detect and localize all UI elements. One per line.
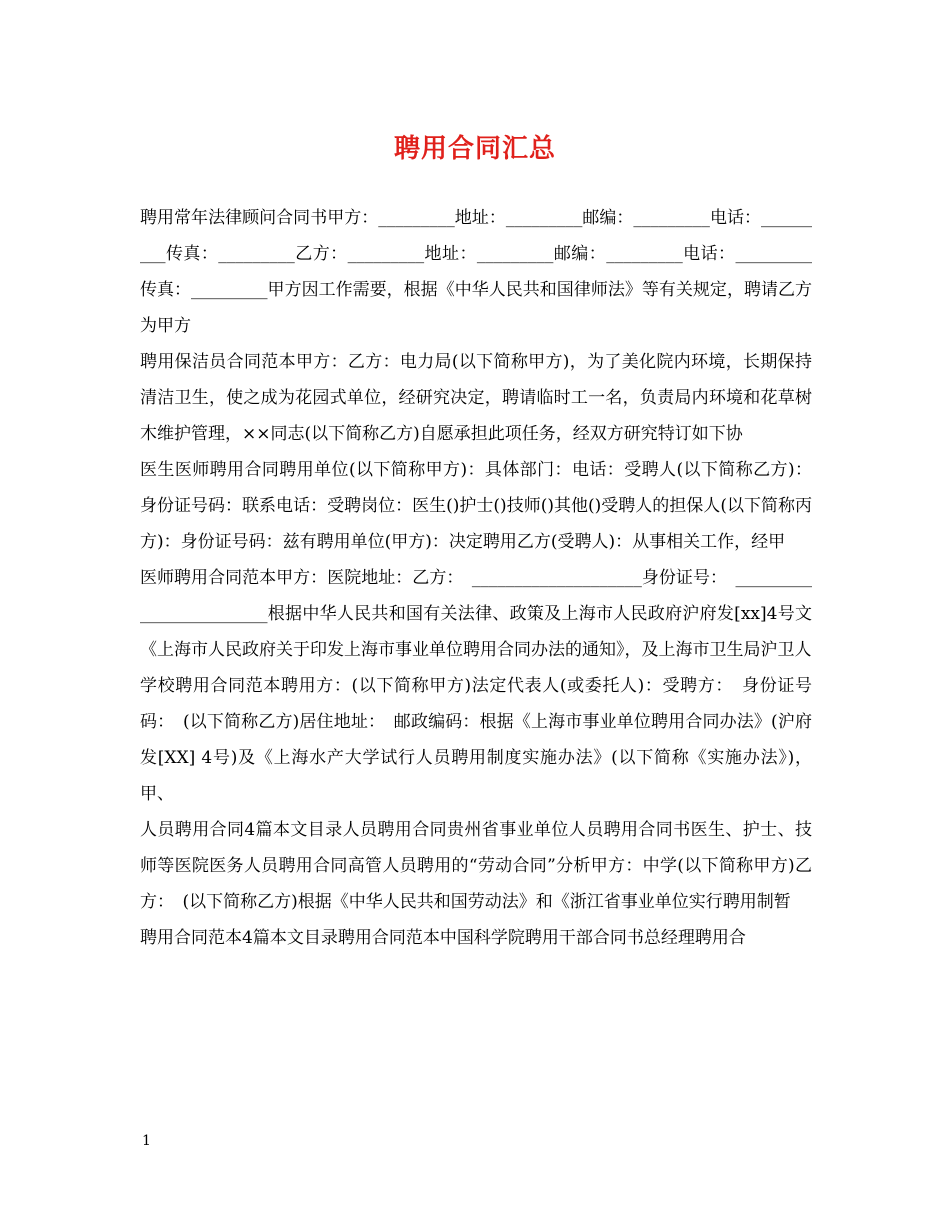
page-number: 1 — [142, 1133, 151, 1149]
paragraph-doctor: 医生医师聘用合同聘用单位(以下简称甲方)：具体部门：电话：受聘人(以下简称乙方)：身份证号码：联系电话：受聘岗位：医生()护士()技师()其他()受聘人的担保人(以下简称丙方)：身份证号码：兹有聘用单位(甲方)：决定聘用乙方(受聘人)：从事相关工作，经甲 — [140, 460, 812, 552]
paragraph-school: 学校聘用合同范本聘用方：(以下简称甲方)法定代表人(或委托人)：受聘方： 身份证号码： (以下简称乙方)居住地址： 邮政编码：根据《上海市事业单位聘用合同办法》(沪府发[XX] 4号)及《上海水产大学试行人员聘用制度实施办法》(以下简称《实施办法》)，甲、 — [140, 676, 812, 804]
document-body — [140, 200, 812, 956]
document-title: 聘用合同汇总 — [393, 134, 556, 164]
paragraph-personnel: 人员聘用合同4篇本文目录人员聘用合同贵州省事业单位人员聘用合同书医生、护士、技师等医院医务人员聘用合同高管人员聘用的“劳动合同”分析甲方：中学(以下简称甲方)乙方： (以下简称乙方)根据《中华人民共和国劳动法》和《浙江省事业单位实行聘用制暂 — [140, 820, 812, 912]
paragraph-cleaner: 聘用保洁员合同范本甲方：乙方：电力局(以下简称甲方)，为了美化院内环境，长期保持清洁卫生，使之成为花园式单位，经研究决定，聘请临时工一名，负责局内环境和花草树木维护管理，××同志(以下简称乙方)自愿承担此项任务，经双方研究特订如下协 — [140, 352, 812, 444]
paragraph-template: 聘用合同范本4篇本文目录聘用合同范本中国科学院聘用干部合同书总经理聘用合 — [140, 928, 746, 948]
paragraph-legal-counsel: 聘用常年法律顾问合同书甲方：_________地址：_________邮编：_________电话：_________传真：_________乙方：_________地址：_________邮编：_________电话：_________传真：_________甲方因工作需要，根据《中华人民共和国律师法》等有关规定，聘请乙方为甲方 — [140, 208, 812, 336]
paragraph-physician: 医师聘用合同范本甲方：医院地址：乙方： ____________________身份证号： ________________________根据中华人民共和国有关法律、政策及上海市人民政府沪府发[xx]4号文《上海市人民政府关于印发上海市事业单位聘用合同办法的通知》，及上海市卫生局沪卫人 — [140, 568, 812, 660]
